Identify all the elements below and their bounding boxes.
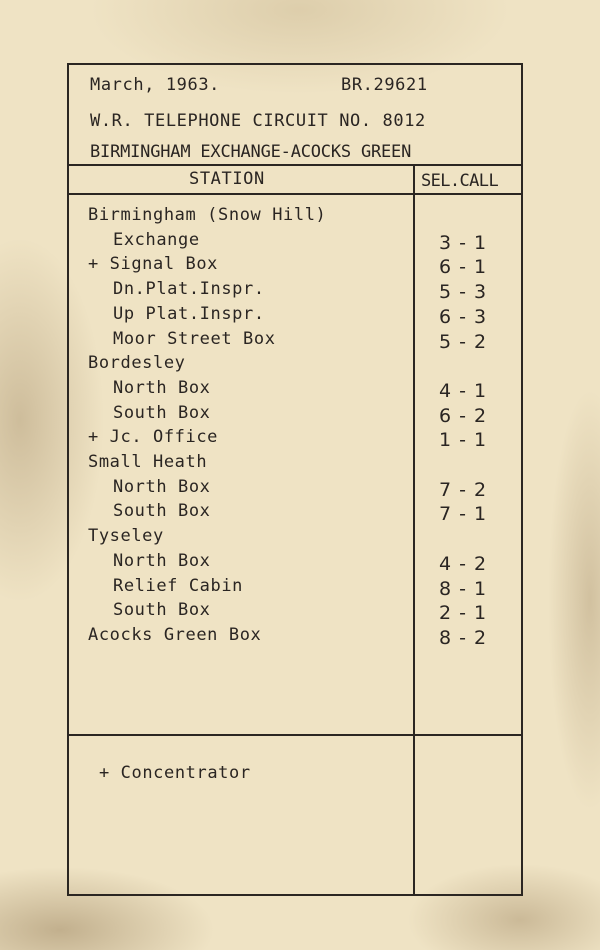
station-name: South Box bbox=[113, 402, 211, 423]
column-divider bbox=[413, 164, 415, 896]
route-title: BIRMINGHAM EXCHANGE-ACOCKS GREEN bbox=[90, 142, 412, 162]
station-name: South Box bbox=[113, 600, 211, 621]
selective-call-code: 6 - 1 bbox=[439, 256, 488, 279]
right-border bbox=[521, 63, 523, 896]
station-name: Up Plat.Inspr. bbox=[113, 303, 265, 324]
selective-call-code: 4 - 1 bbox=[439, 379, 488, 402]
station-name: Small Heath bbox=[88, 452, 208, 472]
station-name: Moor Street Box bbox=[113, 328, 276, 349]
selective-call-code: 4 - 2 bbox=[439, 552, 488, 575]
selective-call-code: 8 - 1 bbox=[439, 577, 488, 600]
left-border bbox=[67, 63, 69, 896]
station-name: North Box bbox=[113, 377, 211, 398]
issue-date: March, 1963. bbox=[90, 75, 221, 95]
selective-call-code: 8 - 2 bbox=[439, 626, 488, 649]
bottom-border bbox=[67, 894, 523, 896]
footer-divider bbox=[67, 734, 523, 736]
selective-call-code: 5 - 2 bbox=[439, 330, 488, 353]
telephone-circuit-card bbox=[67, 63, 523, 896]
circuit-title: W.R. TELEPHONE CIRCUIT NO. 8012 bbox=[90, 111, 426, 131]
station-name: + Jc. Office bbox=[88, 427, 219, 448]
station-column-header: STATION bbox=[189, 169, 265, 189]
column-header-divider bbox=[67, 193, 523, 195]
station-name: + Signal Box bbox=[88, 254, 219, 275]
footnote: + Concentrator bbox=[99, 763, 251, 783]
station-name: Birmingham (Snow Hill) bbox=[88, 205, 327, 225]
station-name: Dn.Plat.Inspr. bbox=[113, 279, 265, 300]
top-border bbox=[67, 63, 523, 65]
selective-call-code: 6 - 3 bbox=[439, 305, 488, 328]
selective-call-code: 7 - 2 bbox=[439, 478, 488, 501]
reference-number: BR.29621 bbox=[341, 75, 428, 95]
header-divider bbox=[67, 164, 523, 166]
selective-call-code: 1 - 1 bbox=[439, 429, 488, 452]
station-name: Exchange bbox=[113, 229, 200, 250]
selective-call-code: 5 - 3 bbox=[439, 281, 488, 304]
station-name: South Box bbox=[113, 501, 211, 522]
station-name: North Box bbox=[113, 476, 211, 497]
station-name: Relief Cabin bbox=[113, 575, 244, 596]
station-name: Acocks Green Box bbox=[88, 624, 262, 645]
station-name: North Box bbox=[113, 550, 211, 571]
station-name: Tyseley bbox=[88, 526, 164, 547]
selective-call-code: 7 - 1 bbox=[439, 503, 488, 526]
selective-call-code: 3 - 1 bbox=[439, 231, 488, 254]
call-column-header: SEL.CALL bbox=[421, 171, 499, 191]
selective-call-code: 6 - 2 bbox=[439, 404, 488, 427]
selective-call-code: 2 - 1 bbox=[439, 602, 488, 625]
station-name: Bordesley bbox=[88, 353, 186, 374]
